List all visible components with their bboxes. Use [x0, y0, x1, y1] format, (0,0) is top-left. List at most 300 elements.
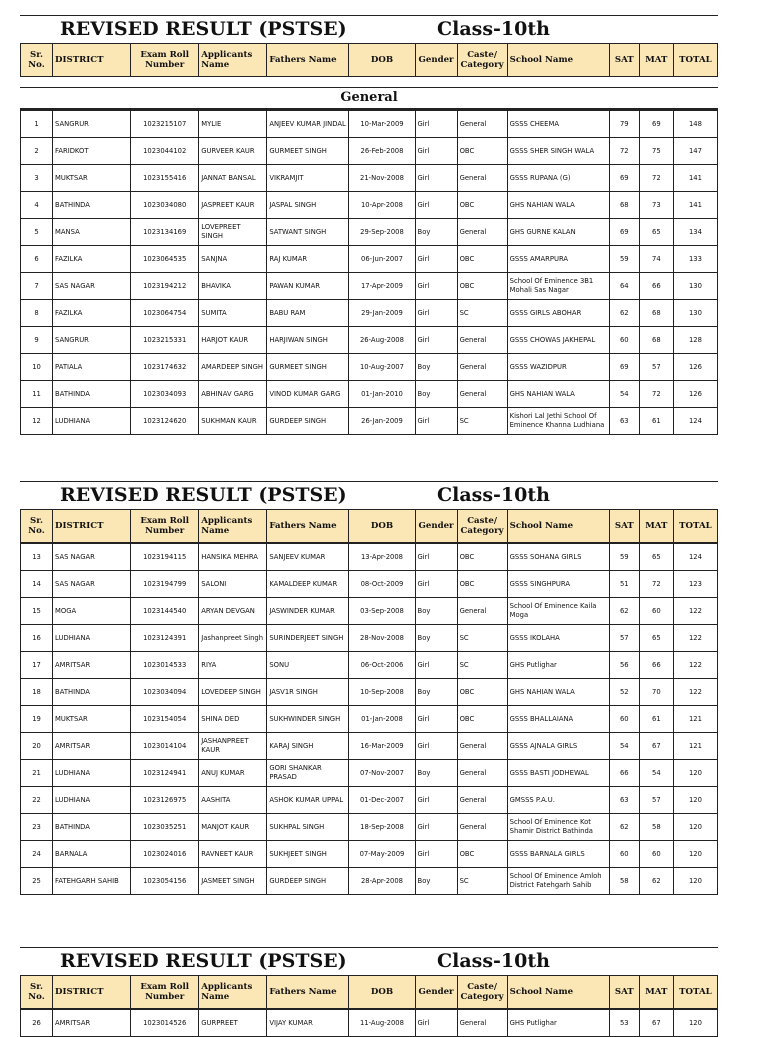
col-gender: Girl — [415, 138, 457, 165]
result-block-2 — [20, 481, 718, 895]
col-mat: 57 — [639, 787, 673, 814]
col-sat: 68 — [609, 192, 639, 219]
col-district: BATHINDA — [53, 192, 131, 219]
class-label: Class-10th — [437, 484, 550, 506]
header-category: Caste/ Category — [457, 976, 507, 1009]
col-applicant-name: AASHITA — [199, 787, 267, 814]
col-roll-number: 1023215107 — [131, 111, 199, 138]
col-school-name: GSSS SINGHPURA — [507, 571, 609, 598]
header-sr-no: Sr. No. — [21, 44, 53, 77]
col-gender: Boy — [415, 625, 457, 652]
col-father-name: BABU RAM — [267, 300, 349, 327]
col-gender: Girl — [415, 111, 457, 138]
header-total: TOTAL — [673, 510, 717, 543]
table-row — [21, 571, 718, 598]
col-district: MUKTSAR — [53, 165, 131, 192]
col-mat: 61 — [639, 706, 673, 733]
col-district: BARNALA — [53, 841, 131, 868]
table-row — [21, 192, 718, 219]
col-gender: Girl — [415, 571, 457, 598]
col-category: OBC — [457, 679, 507, 706]
col-sr-no: 6 — [21, 246, 53, 273]
header-district: DISTRICT — [53, 44, 131, 77]
col-sr-no: 4 — [21, 192, 53, 219]
col-school-name: GSSS SHER SINGH WALA — [507, 138, 609, 165]
col-gender: Boy — [415, 219, 457, 246]
header-total: TOTAL — [673, 44, 717, 77]
col-applicant-name: AMARDEEP SINGH — [199, 354, 267, 381]
col-sat: 64 — [609, 273, 639, 300]
col-sat: 63 — [609, 787, 639, 814]
col-dob: 29-Jan-2009 — [349, 300, 415, 327]
header-sr-no: Sr. No. — [21, 510, 53, 543]
table-row — [21, 787, 718, 814]
col-roll-number: 1023064535 — [131, 246, 199, 273]
header-dob: DOB — [349, 510, 415, 543]
col-dob: 29-Sep-2008 — [349, 219, 415, 246]
col-applicant-name: LOVEDEEP SINGH — [199, 679, 267, 706]
col-district: LUDHIANA — [53, 408, 131, 435]
col-sr-no: 23 — [21, 814, 53, 841]
col-district: BATHINDA — [53, 814, 131, 841]
col-school-name: GSSS CHEEMA — [507, 111, 609, 138]
col-mat: 54 — [639, 760, 673, 787]
col-total: 133 — [673, 246, 717, 273]
table-row — [21, 598, 718, 625]
col-gender: Girl — [415, 841, 457, 868]
col-applicant-name: SUMITA — [199, 300, 267, 327]
col-school-name: Kishori Lal Jethi School Of Eminence Khanna Ludhiana — [507, 408, 609, 435]
header-mat: MAT — [639, 976, 673, 1009]
col-sr-no: 7 — [21, 273, 53, 300]
col-total: 121 — [673, 706, 717, 733]
col-sr-no: 19 — [21, 706, 53, 733]
col-father-name: HARJIWAN SINGH — [267, 327, 349, 354]
col-district: SANGRUR — [53, 327, 131, 354]
col-district: FARIDKOT — [53, 138, 131, 165]
col-total: 124 — [673, 544, 717, 571]
header-father-name: Fathers Name — [267, 510, 349, 543]
col-district: MOGA — [53, 598, 131, 625]
col-district: AMRITSAR — [53, 1010, 131, 1037]
col-sat: 54 — [609, 733, 639, 760]
col-mat: 75 — [639, 138, 673, 165]
table-row — [21, 138, 718, 165]
col-sat: 66 — [609, 760, 639, 787]
col-school-name: GHS GURNE KALAN — [507, 219, 609, 246]
col-sr-no: 26 — [21, 1010, 53, 1037]
col-district: BATHINDA — [53, 679, 131, 706]
col-category: General — [457, 354, 507, 381]
col-dob: 18-Sep-2008 — [349, 814, 415, 841]
table-row — [21, 652, 718, 679]
col-sr-no: 22 — [21, 787, 53, 814]
col-category: General — [457, 111, 507, 138]
header-father-name: Fathers Name — [267, 44, 349, 77]
result-title: REVISED RESULT (PSTSE) — [60, 18, 347, 40]
col-school-name: GSSS IKOLAHA — [507, 625, 609, 652]
result-block-1 — [20, 15, 718, 435]
col-sr-no: 3 — [21, 165, 53, 192]
col-mat: 73 — [639, 192, 673, 219]
col-total: 122 — [673, 625, 717, 652]
col-sr-no: 15 — [21, 598, 53, 625]
col-sat: 69 — [609, 219, 639, 246]
col-school-name: GHS Putlighar — [507, 1010, 609, 1037]
col-gender: Girl — [415, 165, 457, 192]
col-sr-no: 12 — [21, 408, 53, 435]
result-header-table — [20, 975, 718, 1009]
col-gender: Girl — [415, 192, 457, 219]
col-district: LUDHIANA — [53, 760, 131, 787]
col-school-name: GSSS BARNALA GIRLS — [507, 841, 609, 868]
header-gender: Gender — [415, 510, 457, 543]
col-sat: 72 — [609, 138, 639, 165]
table-row — [21, 219, 718, 246]
col-roll-number: 1023124391 — [131, 625, 199, 652]
table-row — [21, 868, 718, 895]
col-mat: 72 — [639, 381, 673, 408]
title-row — [20, 481, 718, 509]
col-district: SAS NAGAR — [53, 273, 131, 300]
header-school-name: School Name — [507, 976, 609, 1009]
col-father-name: SUKHJEET SINGH — [267, 841, 349, 868]
col-dob: 17-Apr-2009 — [349, 273, 415, 300]
col-sat: 56 — [609, 652, 639, 679]
col-category: OBC — [457, 544, 507, 571]
col-total: 126 — [673, 354, 717, 381]
header-mat: MAT — [639, 510, 673, 543]
col-dob: 28-Apr-2008 — [349, 868, 415, 895]
col-district: FATEHGARH SAHIB — [53, 868, 131, 895]
col-district: AMRITSAR — [53, 733, 131, 760]
header-district: DISTRICT — [53, 976, 131, 1009]
col-gender: Girl — [415, 733, 457, 760]
col-school-name: School Of Eminence Amloh District Fatehgarh Sahib — [507, 868, 609, 895]
col-sat: 51 — [609, 571, 639, 598]
col-school-name: GSSS GIRLS ABOHAR — [507, 300, 609, 327]
col-sat: 69 — [609, 354, 639, 381]
col-school-name: GSSS RUPANA (G) — [507, 165, 609, 192]
col-school-name: GHS NAHIAN WALA — [507, 381, 609, 408]
col-total: 130 — [673, 300, 717, 327]
col-category: OBC — [457, 273, 507, 300]
header-total: TOTAL — [673, 976, 717, 1009]
col-father-name: VIKRAMJIT — [267, 165, 349, 192]
col-school-name: GMSSS P.A.U. — [507, 787, 609, 814]
col-applicant-name: BHAVIKA — [199, 273, 267, 300]
result-header-table — [20, 43, 718, 77]
col-applicant-name: Jashanpreet Singh — [199, 625, 267, 652]
col-roll-number: 1023024016 — [131, 841, 199, 868]
col-total: 123 — [673, 571, 717, 598]
col-category: OBC — [457, 706, 507, 733]
col-roll-number: 1023014104 — [131, 733, 199, 760]
col-dob: 26-Jan-2009 — [349, 408, 415, 435]
col-roll-number: 1023194115 — [131, 544, 199, 571]
col-applicant-name: RAVNEET KAUR — [199, 841, 267, 868]
col-district: MUKTSAR — [53, 706, 131, 733]
header-roll-number: Exam Roll Number — [131, 44, 199, 77]
col-school-name: School Of Eminence Kot Shamir District Bathinda — [507, 814, 609, 841]
col-sr-no: 18 — [21, 679, 53, 706]
col-school-name: GSSS BASTI JODHEWAL — [507, 760, 609, 787]
col-roll-number: 1023174632 — [131, 354, 199, 381]
header-district: DISTRICT — [53, 510, 131, 543]
col-sat: 57 — [609, 625, 639, 652]
col-applicant-name: SUKHMAN KAUR — [199, 408, 267, 435]
col-applicant-name: ANUJ KUMAR — [199, 760, 267, 787]
table-row — [21, 733, 718, 760]
col-category: SC — [457, 625, 507, 652]
table-row — [21, 246, 718, 273]
col-total: 141 — [673, 165, 717, 192]
col-gender: Girl — [415, 787, 457, 814]
col-category: General — [457, 787, 507, 814]
col-gender: Boy — [415, 868, 457, 895]
col-father-name: RAJ KUMAR — [267, 246, 349, 273]
col-dob: 01-Jan-2010 — [349, 381, 415, 408]
col-school-name: GHS Putlighar — [507, 652, 609, 679]
col-sat: 62 — [609, 598, 639, 625]
col-gender: Girl — [415, 300, 457, 327]
col-applicant-name: JASHANPREET KAUR — [199, 733, 267, 760]
col-roll-number: 1023034093 — [131, 381, 199, 408]
table-row — [21, 679, 718, 706]
col-district: SAS NAGAR — [53, 571, 131, 598]
col-father-name: GURMEET SINGH — [267, 138, 349, 165]
col-sr-no: 14 — [21, 571, 53, 598]
col-father-name: KARAJ SINGH — [267, 733, 349, 760]
col-father-name: GORI SHANKAR PRASAD — [267, 760, 349, 787]
col-school-name: GSSS SOHANA GIRLS — [507, 544, 609, 571]
table-row — [21, 1010, 718, 1037]
col-gender: Boy — [415, 760, 457, 787]
col-dob: 10-Mar-2009 — [349, 111, 415, 138]
col-sat: 53 — [609, 1010, 639, 1037]
header-gender: Gender — [415, 44, 457, 77]
col-father-name: GURDEEP SINGH — [267, 408, 349, 435]
col-sat: 69 — [609, 165, 639, 192]
col-gender: Girl — [415, 327, 457, 354]
header-sat: SAT — [609, 976, 639, 1009]
col-dob: 11-Aug-2008 — [349, 1010, 415, 1037]
header-row — [21, 510, 718, 543]
col-father-name: JASWINDER KUMAR — [267, 598, 349, 625]
col-roll-number: 1023215331 — [131, 327, 199, 354]
header-sat: SAT — [609, 510, 639, 543]
col-gender: Girl — [415, 273, 457, 300]
col-father-name: JASPAL SINGH — [267, 192, 349, 219]
col-dob: 07-Nov-2007 — [349, 760, 415, 787]
col-mat: 67 — [639, 733, 673, 760]
col-total: 122 — [673, 598, 717, 625]
result-header-table — [20, 509, 718, 543]
col-dob: 10-Aug-2007 — [349, 354, 415, 381]
col-roll-number: 1023064754 — [131, 300, 199, 327]
col-dob: 08-Oct-2009 — [349, 571, 415, 598]
col-applicant-name: LOVEPREET SINGH — [199, 219, 267, 246]
table-row — [21, 111, 718, 138]
col-sat: 62 — [609, 814, 639, 841]
col-mat: 72 — [639, 165, 673, 192]
col-applicant-name: ARYAN DEVGAN — [199, 598, 267, 625]
col-roll-number: 1023144540 — [131, 598, 199, 625]
col-sat: 62 — [609, 300, 639, 327]
header-sr-no: Sr. No. — [21, 976, 53, 1009]
col-dob: 21-Nov-2008 — [349, 165, 415, 192]
col-applicant-name: GURPREET — [199, 1010, 267, 1037]
table-row — [21, 814, 718, 841]
col-roll-number: 1023124620 — [131, 408, 199, 435]
header-applicant-name: Applicants Name — [199, 976, 267, 1009]
col-school-name: School Of Eminence 3B1 Mohali Sas Nagar — [507, 273, 609, 300]
col-roll-number: 1023034080 — [131, 192, 199, 219]
col-gender: Boy — [415, 598, 457, 625]
col-roll-number: 1023014526 — [131, 1010, 199, 1037]
header-gender: Gender — [415, 976, 457, 1009]
col-roll-number: 1023155416 — [131, 165, 199, 192]
col-district: LUDHIANA — [53, 625, 131, 652]
col-father-name: SUKHPAL SINGH — [267, 814, 349, 841]
col-district: FAZILKA — [53, 300, 131, 327]
col-father-name: SATWANT SINGH — [267, 219, 349, 246]
col-applicant-name: MYLIE — [199, 111, 267, 138]
col-total: 120 — [673, 1010, 717, 1037]
col-applicant-name: RIYA — [199, 652, 267, 679]
table-row — [21, 841, 718, 868]
result-title: REVISED RESULT (PSTSE) — [60, 484, 347, 506]
col-school-name: School Of Eminence Kaila Moga — [507, 598, 609, 625]
col-total: 122 — [673, 679, 717, 706]
col-father-name: SONU — [267, 652, 349, 679]
title-row — [20, 947, 718, 975]
col-sr-no: 5 — [21, 219, 53, 246]
col-sat: 54 — [609, 381, 639, 408]
col-mat: 70 — [639, 679, 673, 706]
header-applicant-name: Applicants Name — [199, 510, 267, 543]
col-total: 141 — [673, 192, 717, 219]
col-father-name: PAWAN KUMAR — [267, 273, 349, 300]
col-father-name: ASHOK KUMAR UPPAL — [267, 787, 349, 814]
col-gender: Boy — [415, 679, 457, 706]
col-district: FAZILKA — [53, 246, 131, 273]
col-applicant-name: JASMEET SINGH — [199, 868, 267, 895]
col-category: General — [457, 381, 507, 408]
col-gender: Girl — [415, 1010, 457, 1037]
col-sat: 63 — [609, 408, 639, 435]
result-table — [20, 543, 718, 895]
col-father-name: SANJEEV KUMAR — [267, 544, 349, 571]
col-category: General — [457, 327, 507, 354]
col-gender: Girl — [415, 408, 457, 435]
col-mat: 66 — [639, 273, 673, 300]
col-category: SC — [457, 868, 507, 895]
col-roll-number: 1023194799 — [131, 571, 199, 598]
col-father-name: SUKHWINDER SINGH — [267, 706, 349, 733]
col-school-name: GSSS AJNALA GIRLS — [507, 733, 609, 760]
col-category: OBC — [457, 841, 507, 868]
col-mat: 60 — [639, 598, 673, 625]
result-table — [20, 1009, 718, 1037]
col-total: 130 — [673, 273, 717, 300]
col-dob: 16-Mar-2009 — [349, 733, 415, 760]
col-roll-number: 1023134169 — [131, 219, 199, 246]
col-total: 121 — [673, 733, 717, 760]
col-applicant-name: HANSIKA MEHRA — [199, 544, 267, 571]
col-total: 120 — [673, 841, 717, 868]
col-applicant-name: JANNAT BANSAL — [199, 165, 267, 192]
col-gender: Girl — [415, 652, 457, 679]
col-mat: 68 — [639, 327, 673, 354]
col-applicant-name: SANJNA — [199, 246, 267, 273]
col-district: SAS NAGAR — [53, 544, 131, 571]
col-district: LUDHIANA — [53, 787, 131, 814]
col-school-name: GSSS CHOWAS JAKHEPAL — [507, 327, 609, 354]
header-roll-number: Exam Roll Number — [131, 976, 199, 1009]
table-row — [21, 327, 718, 354]
col-sr-no: 11 — [21, 381, 53, 408]
col-dob: 07-May-2009 — [349, 841, 415, 868]
col-applicant-name: MANJOT KAUR — [199, 814, 267, 841]
col-father-name: SURINDERJEET SINGH — [267, 625, 349, 652]
col-father-name: JASV1R SINGH — [267, 679, 349, 706]
result-title: REVISED RESULT (PSTSE) — [60, 950, 347, 972]
col-school-name: GSSS WAZIDPUR — [507, 354, 609, 381]
header-row — [21, 44, 718, 77]
col-father-name: VIJAY KUMAR — [267, 1010, 349, 1037]
col-sat: 79 — [609, 111, 639, 138]
col-sr-no: 10 — [21, 354, 53, 381]
table-row — [21, 381, 718, 408]
col-total: 126 — [673, 381, 717, 408]
col-dob: 26-Aug-2008 — [349, 327, 415, 354]
header-father-name: Fathers Name — [267, 976, 349, 1009]
col-sr-no: 21 — [21, 760, 53, 787]
col-sat: 59 — [609, 246, 639, 273]
col-category: General — [457, 598, 507, 625]
col-dob: 01-Jan-2008 — [349, 706, 415, 733]
col-mat: 65 — [639, 544, 673, 571]
col-dob: 28-Nov-2008 — [349, 625, 415, 652]
table-row — [21, 273, 718, 300]
col-sr-no: 25 — [21, 868, 53, 895]
col-sat: 52 — [609, 679, 639, 706]
col-dob: 10-Apr-2008 — [349, 192, 415, 219]
col-category: SC — [457, 652, 507, 679]
col-school-name: GHS NAHIAN WALA — [507, 679, 609, 706]
col-dob: 06-Oct-2006 — [349, 652, 415, 679]
col-gender: Boy — [415, 354, 457, 381]
col-father-name: GURDEEP SINGH — [267, 868, 349, 895]
col-sr-no: 24 — [21, 841, 53, 868]
col-district: MANSA — [53, 219, 131, 246]
col-gender: Girl — [415, 544, 457, 571]
col-mat: 67 — [639, 1010, 673, 1037]
col-father-name: KAMALDEEP KUMAR — [267, 571, 349, 598]
header-category: Caste/ Category — [457, 510, 507, 543]
col-roll-number: 1023044102 — [131, 138, 199, 165]
section-heading: General — [20, 87, 718, 110]
header-school-name: School Name — [507, 510, 609, 543]
col-sr-no: 1 — [21, 111, 53, 138]
col-district: PATIALA — [53, 354, 131, 381]
col-sat: 58 — [609, 868, 639, 895]
col-applicant-name: GURVEER KAUR — [199, 138, 267, 165]
table-row — [21, 408, 718, 435]
col-roll-number: 1023035251 — [131, 814, 199, 841]
col-sat: 60 — [609, 706, 639, 733]
